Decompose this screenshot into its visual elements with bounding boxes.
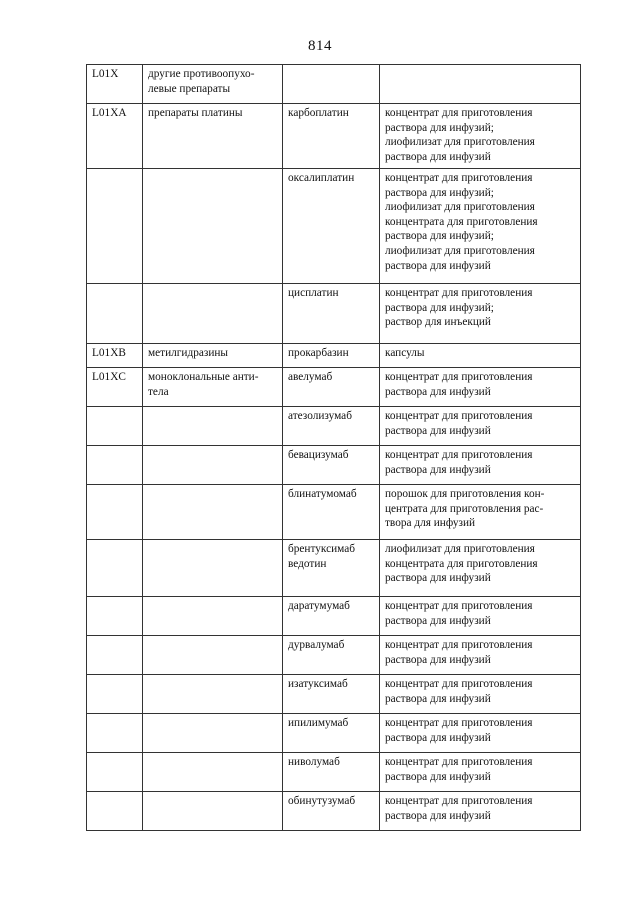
group-name-cell [143,65,283,104]
dosage-forms-line: концентрат для приготовления [385,287,533,299]
drug-name-line: карбоплатин [288,107,349,119]
dosage-forms-line: концентрат для приготовления [385,449,533,461]
group-name-cell [143,169,283,284]
dosage-forms-cell [380,792,581,831]
dosage-forms-cell [380,407,581,446]
drug-name-line: бевацизумаб [288,449,349,461]
dosage-forms-line: раствора для инфузий [385,463,491,476]
dosage-forms-line: раствора для инфузий [385,259,491,272]
drug-name-line: ниволумаб [288,756,340,768]
atc-code-cell: L01XC [87,368,143,407]
drug-name-cell [283,368,380,407]
dosage-forms-line: раствора для инфузий [385,692,491,705]
dosage-forms-cell [380,675,581,714]
dosage-forms-line: концентрата для приготовления [385,215,538,228]
table-row [87,169,581,284]
drug-name-line: брентуксимаб [288,543,355,555]
table-row [87,407,581,446]
table-row [87,485,581,540]
group-name-line: метилгидразины [148,347,229,359]
dosage-forms-cell [380,284,581,344]
dosage-forms-line: раствора для инфузий; [385,121,494,134]
drug-name-line: изатуксимаб [288,678,348,690]
dosage-forms-line: порошок для приготовления кон- [385,488,545,500]
table-row [87,636,581,675]
dosage-forms-cell [380,169,581,284]
drug-name-line: прокарбазин [288,347,349,359]
dosage-forms-cell [380,597,581,636]
group-name-line: другие противоопухо- [148,68,255,80]
drug-name-cell [283,792,380,831]
drug-name-cell [283,597,380,636]
group-name-cell [143,753,283,792]
table-row [87,792,581,831]
dosage-forms-line: концентрат для приготовления [385,410,533,422]
atc-code-cell [87,792,143,831]
group-name-cell [143,344,283,368]
dosage-forms-line: лиофилизат для приготовления [385,244,535,257]
group-name-cell [143,407,283,446]
atc-code-cell [87,446,143,485]
dosage-forms-line: раствора для инфузий [385,809,491,822]
group-name-line: тела [148,385,169,398]
dosage-forms-line: раствора для инфузий [385,614,491,627]
table-row [87,344,581,368]
atc-code-cell: L01XB [87,344,143,368]
atc-code-cell [87,675,143,714]
dosage-forms-line: раствор для инъекций [385,316,491,329]
dosage-forms-cell [380,753,581,792]
drug-name-cell [283,407,380,446]
table-row [87,284,581,344]
group-name-cell [143,485,283,540]
table-row [87,446,581,485]
dosage-forms-line: раствора для инфузий; [385,301,494,314]
drug-name-line: блинатумомаб [288,488,357,500]
atc-code-cell [87,636,143,675]
table-row [87,675,581,714]
dosage-forms-line: раствора для инфузий [385,731,491,744]
group-name-cell [143,714,283,753]
dosage-forms-line: концентрат для приготовления [385,639,533,651]
group-name-line: моноклональные анти- [148,371,259,383]
drug-name-line: ведотин [288,557,327,570]
table-row [87,714,581,753]
dosage-forms-line: раствора для инфузий [385,653,491,666]
atc-code-cell [87,407,143,446]
dosage-forms-cell [380,714,581,753]
group-name-cell [143,368,283,407]
drug-name-cell [283,714,380,753]
group-name-cell [143,540,283,597]
dosage-forms-line: лиофилизат для приготовления [385,136,535,149]
table-row [87,368,581,407]
dosage-forms-line: раствора для инфузий [385,572,491,585]
drug-name-cell [283,636,380,675]
dosage-forms-line: концентрат для приготовления [385,756,533,768]
dosage-forms-line: концентрат для приготовления [385,172,533,184]
drug-name-line: авелумаб [288,371,333,383]
drug-name-cell [283,284,380,344]
group-name-cell [143,792,283,831]
dosage-forms-line: лиофилизат для приготовления [385,543,535,555]
dosage-forms-line: центрата для приготовления рас- [385,502,544,515]
dosage-forms-line: концентрат для приготовления [385,107,533,119]
dosage-forms-line: раствора для инфузий; [385,186,494,199]
drug-name-cell [283,485,380,540]
group-name-line: препараты платины [148,107,243,119]
group-name-line: левые препараты [148,82,231,95]
dosage-forms-line: твора для инфузий [385,517,476,530]
drug-name-cell [283,169,380,284]
dosage-forms-cell [380,540,581,597]
atc-code-cell [87,485,143,540]
drug-table [86,64,581,831]
dosage-forms-cell [380,344,581,368]
atc-code-cell [87,284,143,344]
dosage-forms-line: лиофилизат для приготовления [385,201,535,214]
group-name-cell [143,104,283,169]
dosage-forms-line: раствора для инфузий [385,770,491,783]
dosage-forms-cell [380,636,581,675]
dosage-forms-line: концентрат для приготовления [385,678,533,690]
table-row [87,597,581,636]
drug-name-line: обинутузумаб [288,795,356,807]
drug-name-line: атезолизумаб [288,410,352,422]
drug-name-line: даратумумаб [288,600,350,612]
dosage-forms-line: капсулы [385,347,425,359]
atc-code-cell [87,714,143,753]
table-body [87,65,581,831]
atc-code-cell [87,597,143,636]
drug-name-cell [283,675,380,714]
drug-name-cell [283,540,380,597]
dosage-forms-line: раствора для инфузий [385,150,491,163]
table-row [87,104,581,169]
atc-code-cell: L01X [87,65,143,104]
dosage-forms-cell [380,485,581,540]
dosage-forms-line: концентрат для приготовления [385,371,533,383]
dosage-forms-line: раствора для инфузий [385,424,491,437]
drug-name-cell [283,104,380,169]
group-name-cell [143,675,283,714]
group-name-cell [143,284,283,344]
drug-name-line: оксалиплатин [288,172,355,184]
atc-code-cell [87,540,143,597]
atc-code-cell [87,169,143,284]
drug-name-cell [283,65,380,104]
drug-name-cell [283,446,380,485]
dosage-forms-line: концентрат для приготовления [385,600,533,612]
table-row [87,65,581,104]
dosage-forms-line: раствора для инфузий [385,385,491,398]
dosage-forms-line: концентрат для приготовления [385,795,533,807]
page-number: 814 [308,38,332,54]
table-row [87,540,581,597]
group-name-cell [143,636,283,675]
group-name-cell [143,597,283,636]
drug-name-cell [283,344,380,368]
dosage-forms-cell [380,446,581,485]
drug-name-line: ипилимумаб [288,717,349,729]
dosage-forms-cell [380,104,581,169]
dosage-forms-line: концентрат для приготовления [385,717,533,729]
dosage-forms-cell [380,368,581,407]
group-name-cell [143,446,283,485]
atc-code-cell [87,753,143,792]
drug-name-line: дурвалумаб [288,639,345,651]
dosage-forms-line: концентрата для приготовления [385,557,538,570]
drug-name-cell [283,753,380,792]
dosage-forms-line: раствора для инфузий; [385,230,494,243]
dosage-forms-cell [380,65,581,104]
drug-name-line: цисплатин [288,287,339,299]
atc-code-cell: L01XA [87,104,143,169]
table-row [87,753,581,792]
